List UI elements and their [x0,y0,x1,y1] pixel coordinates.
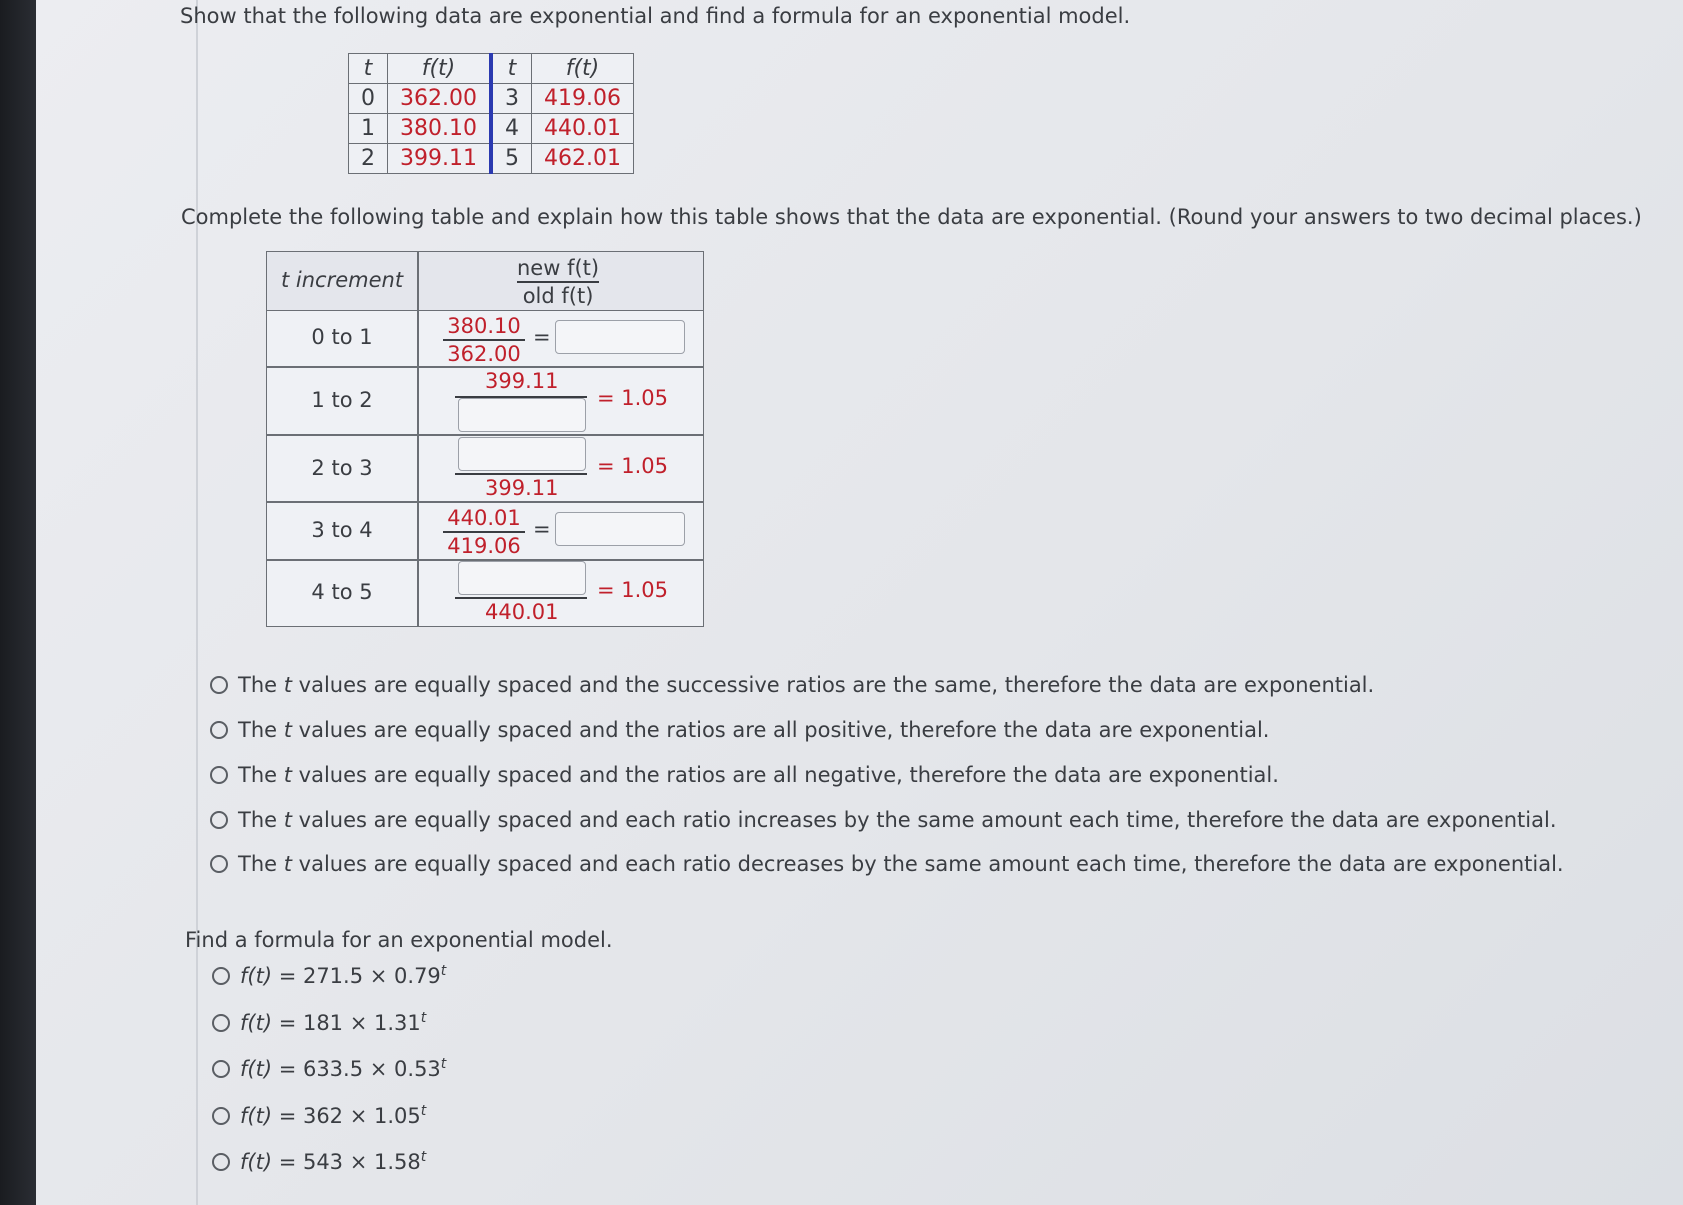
radio-button[interactable] [210,721,228,739]
header-ft: f(t) [531,54,633,84]
t-value: 0 [349,84,388,114]
ft-value: 462.01 [531,144,633,174]
ft-value: 440.01 [531,114,633,144]
increment-label: 3 to 4 [311,518,373,542]
radio-button[interactable] [210,676,228,694]
option-text: The t values are equally spaced and the successive ratios are the same, therefore the data are exponential. [238,673,1375,697]
option-text: The t values are equally spaced and the ratios are all negative, therefore the data are exponential. [238,763,1279,787]
ft-value: 380.10 [388,114,491,144]
ratio-header-fraction [517,256,599,308]
ratio-fraction [443,314,525,366]
explanation-option[interactable] [210,763,1279,787]
increment-label: 4 to 5 [311,580,373,604]
radio-button[interactable] [210,811,228,829]
formula-text: $f(t) = 271.5 \times 0.79^t$ [240,963,447,988]
denominator-input[interactable] [458,398,586,432]
explanation-option[interactable] [210,852,1564,876]
formula-option[interactable] [212,1149,426,1174]
explanation-option[interactable] [210,808,1557,832]
ratio-answer-input[interactable] [555,320,685,354]
ratio-result: = 1.05 [597,578,669,602]
formula-option[interactable] [212,1010,426,1035]
numerator: 380.10 [447,314,521,338]
row-divider [267,366,703,368]
increment-label: 2 to 3 [311,456,373,480]
radio-button[interactable] [212,967,230,985]
increment-label: 1 to 2 [311,388,373,412]
table-row [349,144,634,174]
header-t: t [349,54,388,84]
numerator: 399.11 [485,369,559,393]
fraction-bar [443,531,525,533]
formula-option[interactable] [212,1056,446,1081]
ft-value: 362.00 [388,84,491,114]
row-divider [267,434,703,436]
row-divider [267,501,703,503]
ft-value: 399.11 [388,144,491,174]
radio-button[interactable] [210,766,228,784]
denominator: 419.06 [447,533,521,558]
t-value: 5 [491,144,532,174]
formula-text: $f(t) = 181 \times 1.31^t$ [240,1010,427,1035]
formula-question: Find a formula for an exponential model. [185,928,613,952]
data-table-header-row [349,54,634,84]
radio-button[interactable] [210,855,228,873]
header-ft: f(t) [388,54,491,84]
formula-option[interactable] [212,963,446,988]
formula-text: $f(t) = 633.5 \times 0.53^t$ [240,1056,447,1081]
numerator-input[interactable] [458,561,586,595]
equals-sign: = [533,517,551,541]
screen-bezel [0,0,36,1205]
ratio-table [266,251,704,627]
ratio-header-denominator: old f(t) [522,283,594,308]
radio-button[interactable] [212,1060,230,1078]
fraction-bar [455,473,587,475]
denominator: 440.01 [485,600,559,624]
table-row [349,114,634,144]
ratio-answer-input[interactable] [555,512,685,546]
numerator: 440.01 [447,506,521,530]
explanation-option[interactable] [210,673,1374,697]
column-divider [417,252,419,626]
instruction-text: Complete the following table and explain how this table shows that the data are exponential. (Round your answers to two decimal places.) [181,205,1642,229]
formula-option[interactable] [212,1103,426,1128]
header-t: t [491,54,532,84]
equals-sign: = [533,325,551,349]
radio-button[interactable] [212,1153,230,1171]
ratio-result: = 1.05 [597,454,669,478]
margin-line [196,0,198,1205]
ft-value: 419.06 [531,84,633,114]
t-increment-header: t increment [281,268,404,292]
denominator: 362.00 [447,341,521,366]
question-title: Show that the following data are exponential and find a formula for an exponential model. [180,4,1131,28]
t-value: 2 [349,144,388,174]
option-text: The t values are equally spaced and each ratio increases by the same amount each time, therefore the data are exponential. [238,808,1557,832]
explanation-option[interactable] [210,718,1269,742]
ratio-header-numerator: new f(t) [517,256,600,280]
radio-button[interactable] [212,1014,230,1032]
fraction-bar [443,339,525,341]
formula-text: $f(t) = 543 \times 1.58^t$ [240,1149,427,1174]
data-table [348,53,634,174]
option-text: The t values are equally spaced and each ratio decreases by the same amount each time, therefore the data are exponential. [238,852,1564,876]
ratio-fraction [443,506,525,558]
formula-text: $f(t) = 362 \times 1.05^t$ [240,1103,427,1128]
t-value: 1 [349,114,388,144]
table-row [349,84,634,114]
option-text: The t values are equally spaced and the ratios are all positive, therefore the data are exponential. [238,718,1270,742]
t-value: 3 [491,84,532,114]
radio-button[interactable] [212,1107,230,1125]
fraction-bar [517,281,599,283]
increment-label: 0 to 1 [311,325,373,349]
denominator: 399.11 [485,476,559,500]
t-value: 4 [491,114,532,144]
numerator-input[interactable] [458,437,586,471]
ratio-result: = 1.05 [597,386,669,410]
fraction-bar [455,597,587,599]
